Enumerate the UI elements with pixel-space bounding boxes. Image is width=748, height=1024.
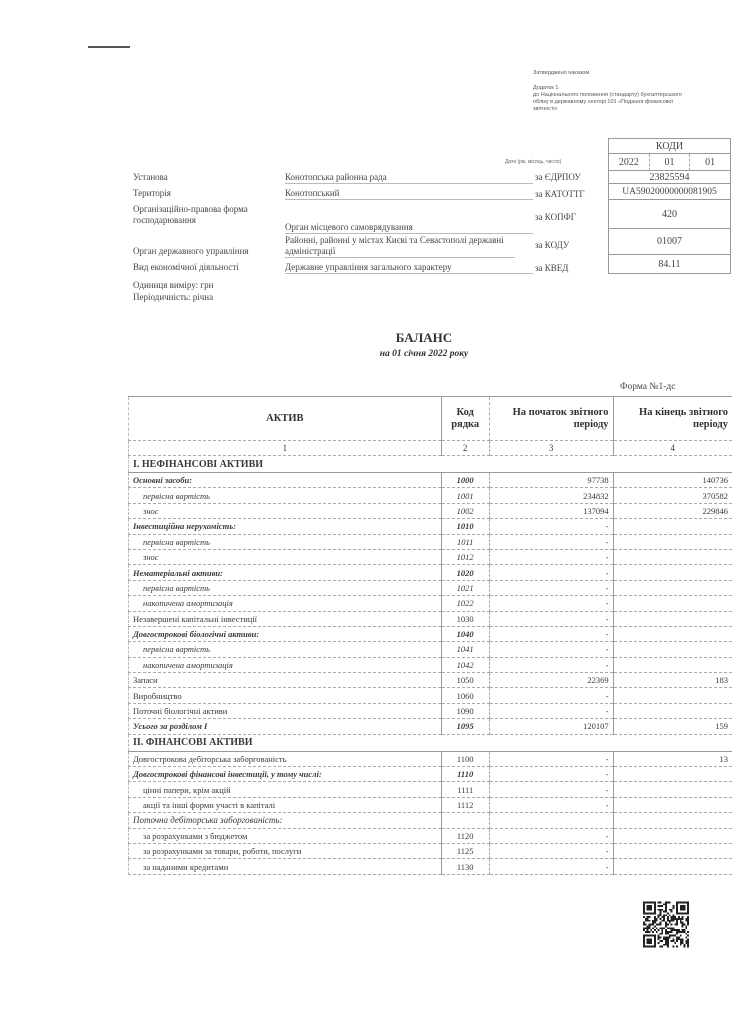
row-code: 1001 — [441, 488, 489, 503]
row-name: акції та інші форми участі в капіталі — [129, 797, 442, 812]
row-name: знос — [129, 503, 442, 518]
col-num-4: 4 — [613, 441, 732, 456]
code-label-kopfg: за КОПФГ — [535, 212, 576, 222]
row-end-value — [613, 767, 732, 782]
code-label-kodu: за КОДУ — [535, 240, 570, 250]
row-start-value: - — [489, 642, 613, 657]
row-code: 1020 — [441, 565, 489, 580]
table-row — [129, 782, 733, 797]
activity-value: Державне управління загального характеру — [285, 262, 533, 274]
row-start-value: - — [489, 859, 613, 874]
row-start-value: 234832 — [489, 488, 613, 503]
date-month: 01 — [650, 154, 691, 171]
code-label-katottg: за КАТОТТГ — [535, 189, 585, 199]
row-name: Довгострокові біологічні активи: — [129, 626, 442, 641]
periodicity-label: Періодичність: річна — [133, 292, 214, 302]
annex-line: до Національного положення (стандарту) бухгалтерського — [533, 92, 682, 98]
row-end-value — [613, 611, 732, 626]
row-name: знос — [129, 549, 442, 564]
row-start-value: - — [489, 596, 613, 611]
row-start-value: - — [489, 657, 613, 672]
row-end-value — [613, 534, 732, 549]
table-row — [129, 642, 733, 657]
row-end-value — [613, 703, 732, 718]
header-code: Код рядка — [441, 397, 489, 441]
legal-form-label: Організаційно-правова форма господарювання — [133, 204, 248, 225]
unit-label: Одиниця виміру: грн — [133, 280, 214, 290]
row-name: за наданими кредитами — [129, 859, 442, 874]
section-title: I. НЕФІНАНСОВІ АКТИВИ — [129, 456, 733, 473]
table-row — [129, 473, 733, 488]
row-code: 1022 — [441, 596, 489, 611]
row-code: 1125 — [441, 843, 489, 858]
balance-table — [128, 396, 732, 875]
table-row — [129, 611, 733, 626]
table-row — [129, 843, 733, 858]
row-end-value: 140736 — [613, 473, 732, 488]
document-title: БАЛАНС — [395, 330, 453, 345]
header-asset: АКТИВ — [129, 397, 442, 441]
row-code: 1030 — [441, 611, 489, 626]
row-code: 1011 — [441, 534, 489, 549]
table-row — [129, 828, 733, 843]
document-subtitle: на 01 січня 2022 року — [379, 349, 469, 359]
scan-mark — [88, 46, 130, 48]
row-start-value — [489, 813, 613, 828]
row-name: цінні папери, крім акцій — [129, 782, 442, 797]
codes-header: КОДИ — [608, 138, 731, 154]
column-numbers-row — [129, 441, 733, 456]
annex-line: Додаток 1 — [533, 85, 559, 91]
row-start-value: - — [489, 580, 613, 595]
authority-label: Орган державного управління — [133, 246, 249, 256]
row-code: 1000 — [441, 473, 489, 488]
row-name: первісна вартість — [129, 534, 442, 549]
table-row — [129, 626, 733, 641]
row-end-value — [613, 657, 732, 672]
code-value-katottg: UA59020000000081905 — [608, 184, 731, 200]
row-code: 1042 — [441, 657, 489, 672]
row-code: 1002 — [441, 503, 489, 518]
codes-box — [608, 138, 731, 274]
annex-line: звітності» — [533, 106, 558, 112]
table-row — [129, 519, 733, 534]
row-start-value: - — [489, 688, 613, 703]
row-end-value — [613, 843, 732, 858]
row-name: накопичена амортизація — [129, 657, 442, 672]
row-name: Усього за розділом I — [129, 719, 442, 734]
table-row — [129, 703, 733, 718]
row-start-value: - — [489, 626, 613, 641]
row-code: 1012 — [441, 549, 489, 564]
authority-value: Районні, районні у містах Києві та Севастополі державні адміністрації — [285, 235, 515, 258]
table-row — [129, 596, 733, 611]
col-num-1: 1 — [129, 441, 442, 456]
row-name: первісна вартість — [129, 580, 442, 595]
row-code: 1095 — [441, 719, 489, 734]
row-start-value: - — [489, 767, 613, 782]
row-end-value: 13 — [613, 751, 732, 766]
annex-note — [533, 70, 743, 113]
row-start-value: 22369 — [489, 673, 613, 688]
row-code: 1040 — [441, 626, 489, 641]
row-code: 1090 — [441, 703, 489, 718]
row-name: Поточні біологічні активи — [129, 703, 442, 718]
table-row — [129, 503, 733, 518]
row-name: за розрахунками за товари, роботи, послуги — [129, 843, 442, 858]
activity-label: Вид економічної діяльності — [133, 262, 239, 272]
row-name: Основні засоби: — [129, 473, 442, 488]
row-start-value: - — [489, 797, 613, 812]
table-row — [129, 534, 733, 549]
table-row — [129, 688, 733, 703]
row-code: 1050 — [441, 673, 489, 688]
annex-approved: Затверджено наказом — [533, 70, 590, 76]
table-row — [129, 549, 733, 564]
row-end-value — [613, 580, 732, 595]
row-end-value — [613, 596, 732, 611]
row-end-value — [613, 549, 732, 564]
table-row — [129, 813, 733, 828]
row-end-value — [613, 859, 732, 874]
row-name: Нематеріальні активи: — [129, 565, 442, 580]
row-end-value — [613, 626, 732, 641]
row-start-value: - — [489, 611, 613, 626]
row-end-value — [613, 565, 732, 580]
table-row — [129, 488, 733, 503]
row-end-value: 229846 — [613, 503, 732, 518]
row-start-value: - — [489, 828, 613, 843]
row-code: 1010 — [441, 519, 489, 534]
row-end-value — [613, 782, 732, 797]
row-name: первісна вартість — [129, 642, 442, 657]
row-code: 1130 — [441, 859, 489, 874]
row-name: накопичена амортизація — [129, 596, 442, 611]
row-start-value: - — [489, 519, 613, 534]
row-start-value: 137094 — [489, 503, 613, 518]
territory-value: Конотопський — [285, 188, 533, 200]
row-name: Довгострокова дебіторська заборгованість — [129, 751, 442, 766]
section-row — [129, 456, 733, 473]
row-code: 1111 — [441, 782, 489, 797]
row-start-value: - — [489, 565, 613, 580]
row-end-value — [613, 828, 732, 843]
table-row — [129, 673, 733, 688]
section-title: II. ФІНАНСОВІ АКТИВИ — [129, 734, 733, 751]
row-name: Запаси — [129, 673, 442, 688]
row-name: Поточна дебіторська заборгованість: — [129, 813, 442, 828]
row-start-value: 120107 — [489, 719, 613, 734]
row-end-value: 370582 — [613, 488, 732, 503]
row-code — [441, 813, 489, 828]
row-end-value — [613, 688, 732, 703]
table-header-row — [129, 397, 733, 441]
row-code: 1021 — [441, 580, 489, 595]
row-start-value: - — [489, 782, 613, 797]
institution-label: Установа — [133, 172, 168, 182]
table-row — [129, 797, 733, 812]
section-row — [129, 734, 733, 751]
row-name: Довгострокові фінансові інвестиції, у тому числі: — [129, 767, 442, 782]
row-name: Виробництво — [129, 688, 442, 703]
row-end-value — [613, 813, 732, 828]
header-end: На кінець звітного періоду — [613, 397, 732, 441]
code-value-kodu: 01007 — [608, 229, 731, 255]
row-end-value — [613, 519, 732, 534]
form-number: Форма №1-дс — [620, 382, 676, 392]
col-num-3: 3 — [489, 441, 613, 456]
row-code: 1120 — [441, 828, 489, 843]
row-name: Незавершені капітальні інвестиції — [129, 611, 442, 626]
code-value-kopfg: 420 — [608, 200, 731, 229]
row-end-value: 159 — [613, 719, 732, 734]
codes-date — [608, 154, 731, 171]
code-value-edrpou: 23825594 — [608, 171, 731, 184]
code-value-kved: 84.11 — [608, 255, 731, 274]
row-code: 1100 — [441, 751, 489, 766]
table-row — [129, 859, 733, 874]
territory-label: Територія — [133, 188, 171, 198]
date-label: Дата (рік, місяць, число) — [505, 159, 562, 165]
row-end-value — [613, 642, 732, 657]
row-code: 1041 — [441, 642, 489, 657]
code-label-kved: за КВЕД — [535, 263, 569, 273]
table-row — [129, 767, 733, 782]
institution-value: Конотопська районна рада — [285, 172, 533, 184]
row-start-value: 97738 — [489, 473, 613, 488]
row-start-value: - — [489, 534, 613, 549]
header-start: На початок звітного періоду — [489, 397, 613, 441]
row-code: 1110 — [441, 767, 489, 782]
row-name: Інвестиційна нерухомість: — [129, 519, 442, 534]
table-row — [129, 719, 733, 734]
row-start-value: - — [489, 843, 613, 858]
table-row — [129, 565, 733, 580]
table-row — [129, 580, 733, 595]
row-code: 1112 — [441, 797, 489, 812]
row-name: за розрахунками з бюджетом — [129, 828, 442, 843]
qr-code-icon — [643, 897, 689, 952]
row-end-value — [613, 797, 732, 812]
table-row — [129, 751, 733, 766]
row-start-value: - — [489, 703, 613, 718]
row-start-value: - — [489, 751, 613, 766]
date-day: 01 — [705, 156, 716, 168]
code-label-edrpou: за ЄДРПОУ — [535, 172, 581, 182]
col-num-2: 2 — [441, 441, 489, 456]
annex-line: обліку в державному секторі 101 «Подання фінансової — [533, 99, 674, 105]
row-start-value: - — [489, 549, 613, 564]
legal-form-value: Орган місцевого самоврядування — [285, 222, 533, 234]
row-code: 1060 — [441, 688, 489, 703]
row-name: первісна вартість — [129, 488, 442, 503]
row-end-value: 183 — [613, 673, 732, 688]
table-row — [129, 657, 733, 672]
date-year: 2022 — [609, 154, 650, 171]
